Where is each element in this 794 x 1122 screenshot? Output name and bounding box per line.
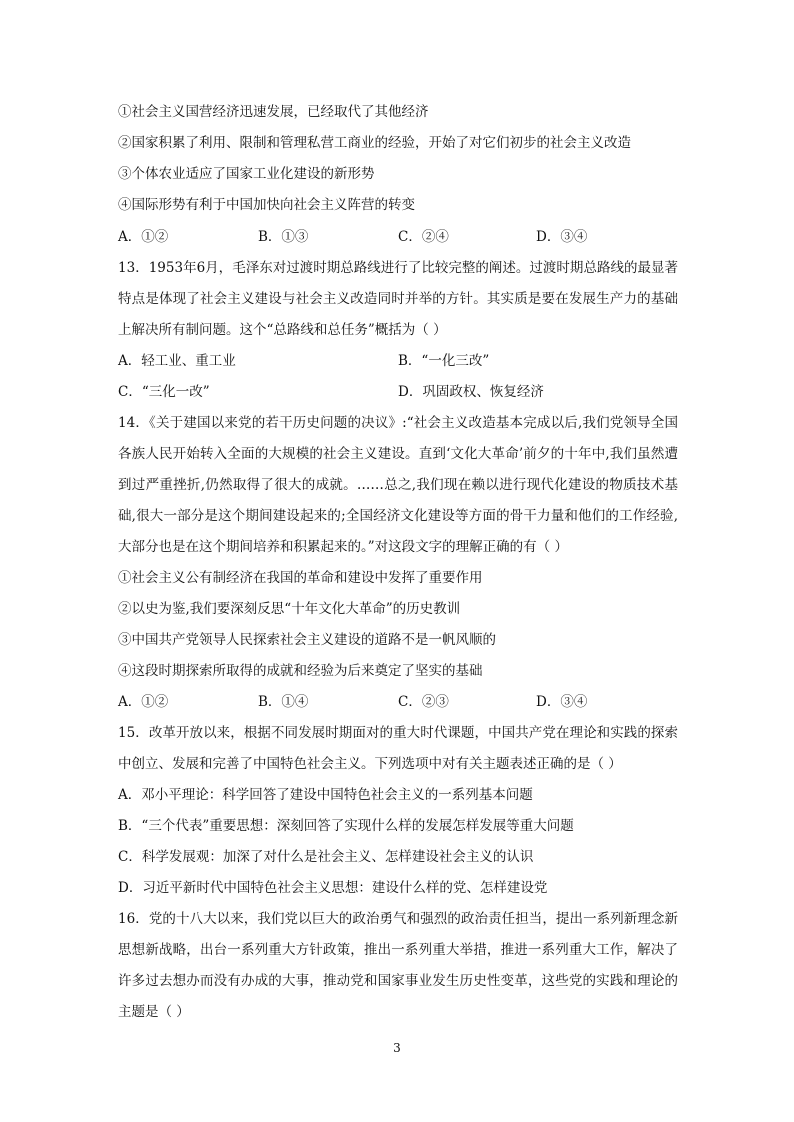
q14-option-b[interactable]: B．①④: [258, 694, 309, 710]
q14-statement-4: ④这段时期探索所取得的成就和经验为后来奠定了坚实的基础: [118, 663, 483, 679]
q12-option-d[interactable]: D．③④: [536, 229, 588, 245]
q14-statement-1: ①社会主义公有制经济在我国的革命和建设中发挥了重要作用: [118, 570, 483, 586]
q12-statement-2: ②国家积累了利用、限制和管理私营工商业的经验，开始了对它们初步的社会主义改造: [118, 135, 631, 151]
page-number: 3: [393, 1041, 401, 1055]
q15-option-d[interactable]: D．习近平新时代中国特色社会主义思想：建设什么样的党、怎样建设党: [118, 880, 548, 896]
q12-option-c[interactable]: C．②④: [398, 229, 449, 245]
q16-stem: 16．党的十八大以来，我们党以巨大的政治勇气和强烈的政治责任担当，提出一系列新理念新思想新战略，出台一系列重大方针政策，推出一系列重大举措，推进一系列重大工作，解决了许多过去想办而没有办成的大事，推动党和国家事业发生历史性变革，这些党的实践和理论的主题是（ ）: [118, 911, 678, 1020]
q12-statement-1: ①社会主义国营经济迅速发展，已经取代了其他经济: [118, 104, 429, 120]
q12-option-a[interactable]: A．①②: [118, 229, 169, 245]
q13-stem: 13．1953年6月，毛泽东对过渡时期总路线进行了比较完整的阐述。过渡时期总路线的最显著特点是体现了社会主义建设与社会主义改造同时并举的方针。其实质是要在发展生产力的基础上解决所有制问题。这个“总路线和总任务”概括为（ ）: [118, 260, 678, 338]
q15-option-a[interactable]: A．邓小平理论：科学回答了建设中国特色社会主义的一系列基本问题: [118, 787, 533, 803]
q13-option-c[interactable]: C．“三化一改”: [118, 384, 210, 400]
q14-options: [118, 692, 678, 712]
q14-statement-2: ②以史为鉴,我们要深刻反思“十年文化大革命”的历史教训: [118, 601, 461, 617]
q13-option-a[interactable]: A．轻工业、重工业: [118, 353, 236, 369]
q15-option-c[interactable]: C．科学发展观：加深了对什么是社会主义、怎样建设社会主义的认识: [118, 849, 534, 865]
q14-stem: 14．《关于建国以来党的若干历史问题的决议》:“社会主义改造基本完成以后,我们党领导全国各族人民开始转入全面的大规模的社会主义建设。直到‘文化大革命’前夕的十年中,我们虽然遭到过严重挫折,仍然取得了很大的成就。……总之,我们现在赖以进行现代化建设的物质技术基础,很大一部分是这个期间建设起来的;全国经济文化建设等方面的骨干力量和他们的工作经验,大部分也是在这个期间培养和积累起来的。”对这段文字的理解正确的有（ ）: [118, 415, 678, 555]
q13-options-row-2: [118, 382, 678, 402]
q12-option-b[interactable]: B．①③: [258, 229, 309, 245]
q14-option-a[interactable]: A．①②: [118, 694, 169, 710]
q14-option-d[interactable]: D．③④: [536, 694, 588, 710]
q14-option-c[interactable]: C．②③: [398, 694, 449, 710]
q12-statement-4: ④国际形势有利于中国加快向社会主义阵营的转变: [118, 197, 415, 213]
q14-statement-3: ③中国共产党领导人民探索社会主义建设的道路不是一帆风顺的: [118, 632, 496, 648]
q13-option-d[interactable]: D．巩固政权、恢复经济: [398, 384, 544, 400]
q15-option-b[interactable]: B．“三个代表”重要思想：深刻回答了实现什么样的发展怎样发展等重大问题: [118, 818, 574, 834]
q13-options-row-1: [118, 351, 678, 371]
q12-statement-3: ③个体农业适应了国家工业化建设的新形势: [118, 166, 375, 182]
q15-stem: 15．改革开放以来，根据不同发展时期面对的重大时代课题，中国共产党在理论和实践的探索中创立、发展和完善了中国特色社会主义。下列选项中对有关主题表述正确的是（ ）: [118, 725, 678, 772]
q12-options: [118, 227, 678, 247]
q13-option-b[interactable]: B．“一化三改”: [398, 353, 490, 369]
